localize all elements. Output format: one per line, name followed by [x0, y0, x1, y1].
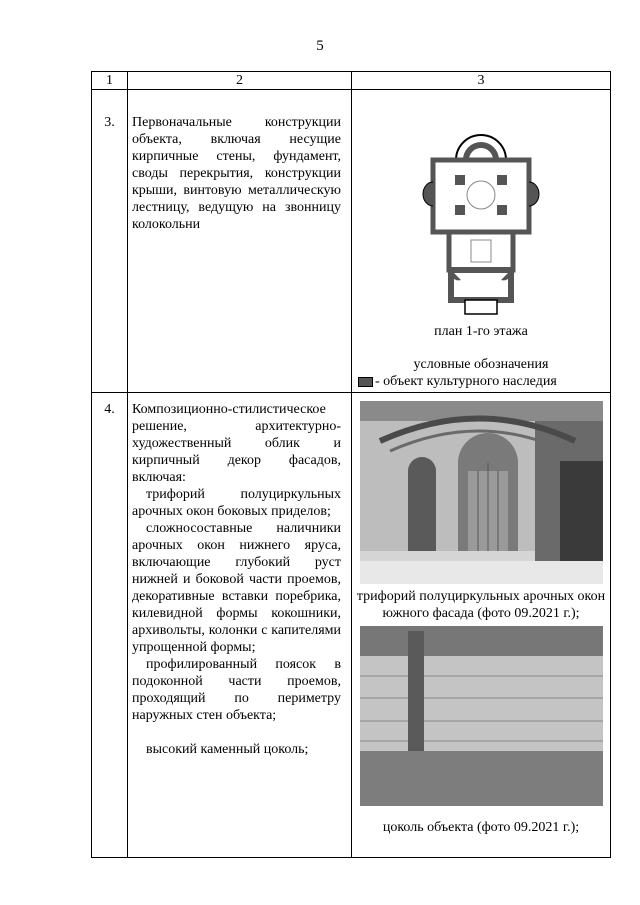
plinth-photo: [360, 626, 603, 806]
paragraph: профилированный поясок в подоконной части проемов, проходящий по периметру наружных стен объекта;: [132, 657, 341, 723]
table-row: [92, 90, 611, 393]
photo2-caption: цоколь объекта (фото 09.2021 г.);: [382, 820, 580, 835]
legend-title: условные обозначения: [413, 357, 549, 372]
legend-item: [352, 373, 610, 390]
paragraph: высокий каменный цоколь;: [146, 742, 309, 757]
plan-caption: план 1-го этажа: [434, 324, 528, 339]
header-col-3: 3: [352, 72, 611, 90]
header-col-2: 2: [128, 72, 352, 90]
row-number: 3.: [92, 90, 128, 393]
photos-cell: [352, 393, 611, 858]
table-row: [92, 393, 611, 858]
floor-plan-image: [421, 120, 541, 315]
object-table: [91, 71, 611, 858]
plan-cell: [352, 90, 611, 393]
paragraph: сложносоставные наличники арочных окон нижнего яруса, включающие глубокий руст нижней и боковой части проемов, декоративные вставки поребрика, килевидной формы кокошники, архивольты, колонки с капителями упрощенной формы;: [132, 521, 341, 655]
paragraph: Композиционно-стилистическое решение, архитектурно-художественный облик и кирпичный декор фасадов, включая:: [132, 402, 341, 485]
photo1-caption: трифорий полуциркульных арочных окон южного фасада (фото 09.2021 г.);: [356, 589, 606, 621]
description-text: Первоначальные конструкции объекта, включая несущие кирпичные стены, фундамент, своды перекрытия, конструкции крыши, винтовую металлическую лестницу, ведущую на звонницу колокольни: [132, 115, 341, 232]
legend-swatch: [358, 377, 373, 387]
paragraph: трифорий полуциркульных арочных окон боковых приделов;: [132, 487, 341, 519]
row-description: [128, 90, 352, 393]
facade-photo: [360, 401, 603, 584]
legend-item-label: - объект культурного наследия: [375, 374, 557, 389]
table-header-row: [92, 72, 611, 90]
page-number: 5: [316, 38, 324, 54]
row-number: 4.: [92, 393, 128, 858]
header-col-1: 1: [92, 72, 128, 90]
row-description: [128, 393, 352, 858]
